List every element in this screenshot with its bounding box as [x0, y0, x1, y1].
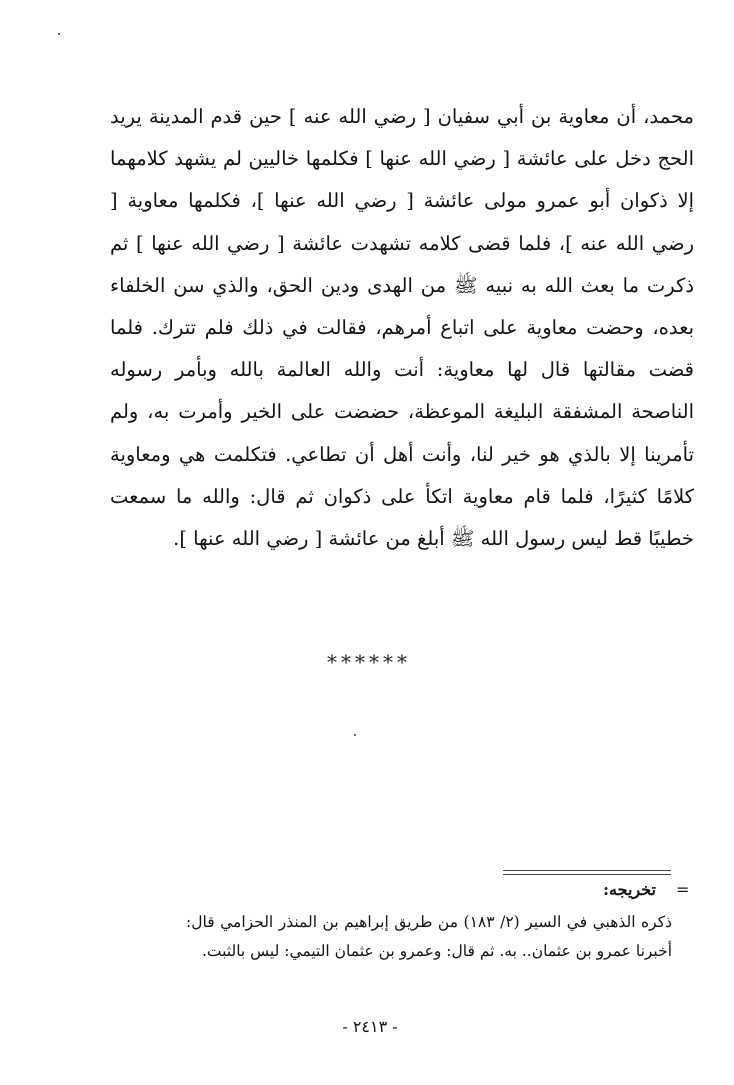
footnote-divider [503, 870, 671, 871]
footnote-heading: تخريجه: [603, 880, 656, 899]
footnote-marker: = [676, 880, 690, 899]
scan-speck [58, 33, 60, 35]
page-number: - ٢٤١٣ - [342, 1017, 398, 1036]
footnote-divider [503, 874, 671, 875]
footnote-text: ذكره الذهبي في السير (٢/ ١٨٣) من طريق إبراهيم بن المنذر الحزامي قال: أخبرنا عمرو بن عثمان.. به. ثم قال: وعمرو بن عثمان التيمي: ليس بالثبت. [186, 913, 673, 960]
scan-speck [354, 734, 356, 736]
main-paragraph: محمد، أن معاوية بن أبي سفيان [ رضي الله عنه ] حين قدم المدينة يريد الحج دخل على عائشة [ رضي الله عنها ] فكلمها خاليين لم يشهد كلامهما إلا ذكوان أبو عمرو مولى عائشة [ رضي الله عنها ]، فكلمها معاوية [ رضي الله عنه ]، فلما قضى كلامه تشهدت عائشة [ رضي الله عنها ] ثم ذكرت ما بعث الله به نبيه ﷺ من الهدى ودين الحق، والذي سن الخلفاء بعده، وحضت معاوية على اتباع أمرهم، فقالت في ذلك فلم تترك. فلما قضت مقالتها قال لها معاوية: أنت والله العالمة بالله وبأمر رسوله الناصحة المشفقة البليغة الموعظة، حضضت على الخير وأمرت به، ولم تأمرينا إلا بالذي هو خير لنا، وأنت أهل أن تطاعي. فتكلمت هي ومعاوية كلامًا كثيرًا، فلما قام معاوية اتكأ على ذكوان ثم قال: والله ما سمعت خطيبًا قط ليس رسول الله ﷺ أبلغ من عائشة [ رضي الله عنها ]. [110, 105, 694, 551]
section-separator: ****** [327, 650, 411, 674]
